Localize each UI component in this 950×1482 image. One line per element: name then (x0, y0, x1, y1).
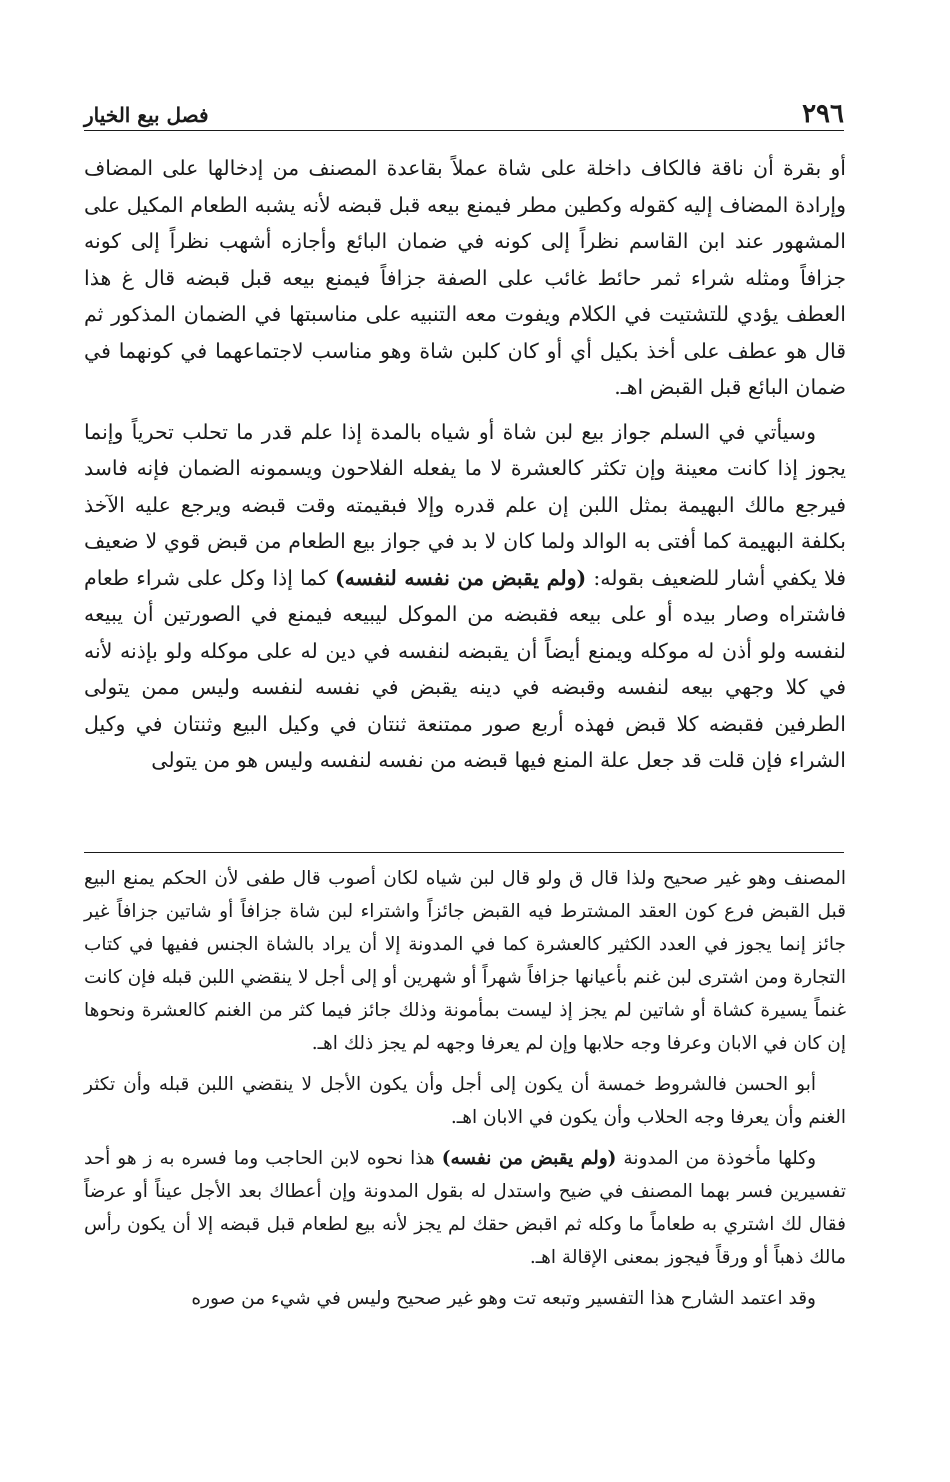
main-paragraph (84, 414, 846, 779)
footnotes (84, 862, 846, 1315)
footnote-text-run: هذا نحوه لابن الحاجب وما فسره به ز هو أحد تفسيرين فسر بهما المصنف في ضيح واستدل له بقول المدونة وإن أعطاك بعد الأجل عيناً أو عرضاً فقال لك اشتري به طعاماً ما وكله ثم اقبض حقك لم يجز لأنه بيع لطعام قبل قبضه إلا أن يكون رأس مالك ذهباً أو ورقاً فيجوز بمعنى الإقالة اهـ. (84, 1148, 846, 1268)
quoted-matn: (ولم يقبض من نفسه لنفسه) (334, 565, 587, 590)
main-text-run: كما إذا وكل على شراء طعام فاشتراه وصار بيده أو على بيعه فقبضه من الموكل ليبيعه فيمنع في الصورتين أن يبيعه لنفسه ولو أذن له موكله ويمنع أيضاً أن يقبضه لنفسه في دين له على موكله ولو بإذنه لأنه في كلا وجهي بيعه لنفسه وقبضه في دينه يقبض في نفسه لنفسه وليس ممن يتولى الطرفين فقبضه كلا قبض فهذه أربع صور ممتنعة ثنتان في وكيل البيع وثنتان في وكيل الشراء فإن قلت قد جعل علة المنع فيها قبضه من نفسه لنفسه وليس هو من يتولى (84, 565, 846, 772)
main-paragraph: أو بقرة أن ناقة فالكاف داخلة على شاة عملاً بقاعدة المصنف من إدخالها على المضاف وإرادة المضاف إليه كقوله وكطين مطر فيمنع بيعه قبل قبضه لأنه يشبه الطعام المكيل على المشهور عند ابن القاسم نظراً إلى كونه في ضمان البائع وأجازه أشهب نظراً إلى كونه جزافاً ومثله شراء ثمر حائط غائب على الصفة جزافاً فيمنع بيعه قبل قبضه قال غ هذا العطف يؤدي للتشتيت في الكلام ويفوت معه التنبيه على مناسبتها في الضمان المذكور ثم قال هو عطف على أخذ بكيل أي أو كان كلبن شاة وهو مناسب لاجتماعهما في كونهما في ضمان البائع قبل القبض اهـ. (84, 156, 846, 399)
footnote-paragraph: أبو الحسن فالشروط خمسة أن يكون إلى أجل وأن يكون الأجل لا ينقضي اللبن قبله وأن تكثر الغنم وأن يعرفا وجه الحلاب وأن يكون في الابان اهـ. (84, 1074, 846, 1128)
footnote-text-run: وكلها مأخوذة من المدونة (623, 1148, 816, 1169)
main-text (84, 150, 846, 779)
main-text-run: وسيأتي في السلم جواز بيع لبن شاة أو شياه بالمدة إذا علم قدر ما تحلب تحرياً وإنما يجوز إذا كانت معينة وإن تكثر كالعشرة لا ما يفعله الفلاحون ويسمونه الضمان فإنه فاسد فيرجع مالك البهيمة بمثل اللبن إن علم قدره وإلا فبقيمته وقت قبضه ويرجع عليه الآخذ بكلفة البهيمة كما أفتى به الوالد ولما كان لا بد في جواز بيع الطعام من قبض قوي لا ضعيف فلا يكفي أشار للضعيف بقوله: (84, 419, 846, 590)
header-rule (84, 130, 844, 131)
footnote-paragraph (84, 1142, 846, 1274)
running-header (84, 95, 844, 135)
page-number: ٢٩٦ (802, 99, 844, 129)
chapter-title: فصل بيع الخيار (84, 103, 209, 127)
quoted-matn: (ولم يقبض من نفسه) (441, 1148, 617, 1169)
footnote-rule (84, 852, 844, 853)
footnote-paragraph: وقد اعتمد الشارح هذا التفسير وتبعه تت وهو غير صحيح وليس في شيء من صوره (191, 1288, 816, 1309)
footnote-paragraph: المصنف وهو غير صحيح ولذا قال ق ولو قال لبن شياه لكان أصوب قال طفى لأن الحكم يمنع البيع قبل القبض فرع كون العقد المشترط فيه القبض جائزاً واشتراء لبن شاة جزافاً أو شاتين جزافاً غير جائز إنما يجوز في العدد الكثير كالعشرة كما في المدونة إلا أن يراد بالشاة الجنس ففيها في كتاب التجارة ومن اشترى لبن غنم بأعيانها جزافاً شهراً أو شهرين أو إلى أجل لا ينقضي اللبن قبله فإن كانت غنماً يسيرة كشاة أو شاتين لم يجز إذ ليست بمأمونة وذلك جائز فيما كثر من الغنم كالعشرة ونحوها إن كان في الابان وعرفا وجه حلابها وإن لم يعرفا وجهه لم يجز ذلك اهـ. (84, 868, 846, 1054)
